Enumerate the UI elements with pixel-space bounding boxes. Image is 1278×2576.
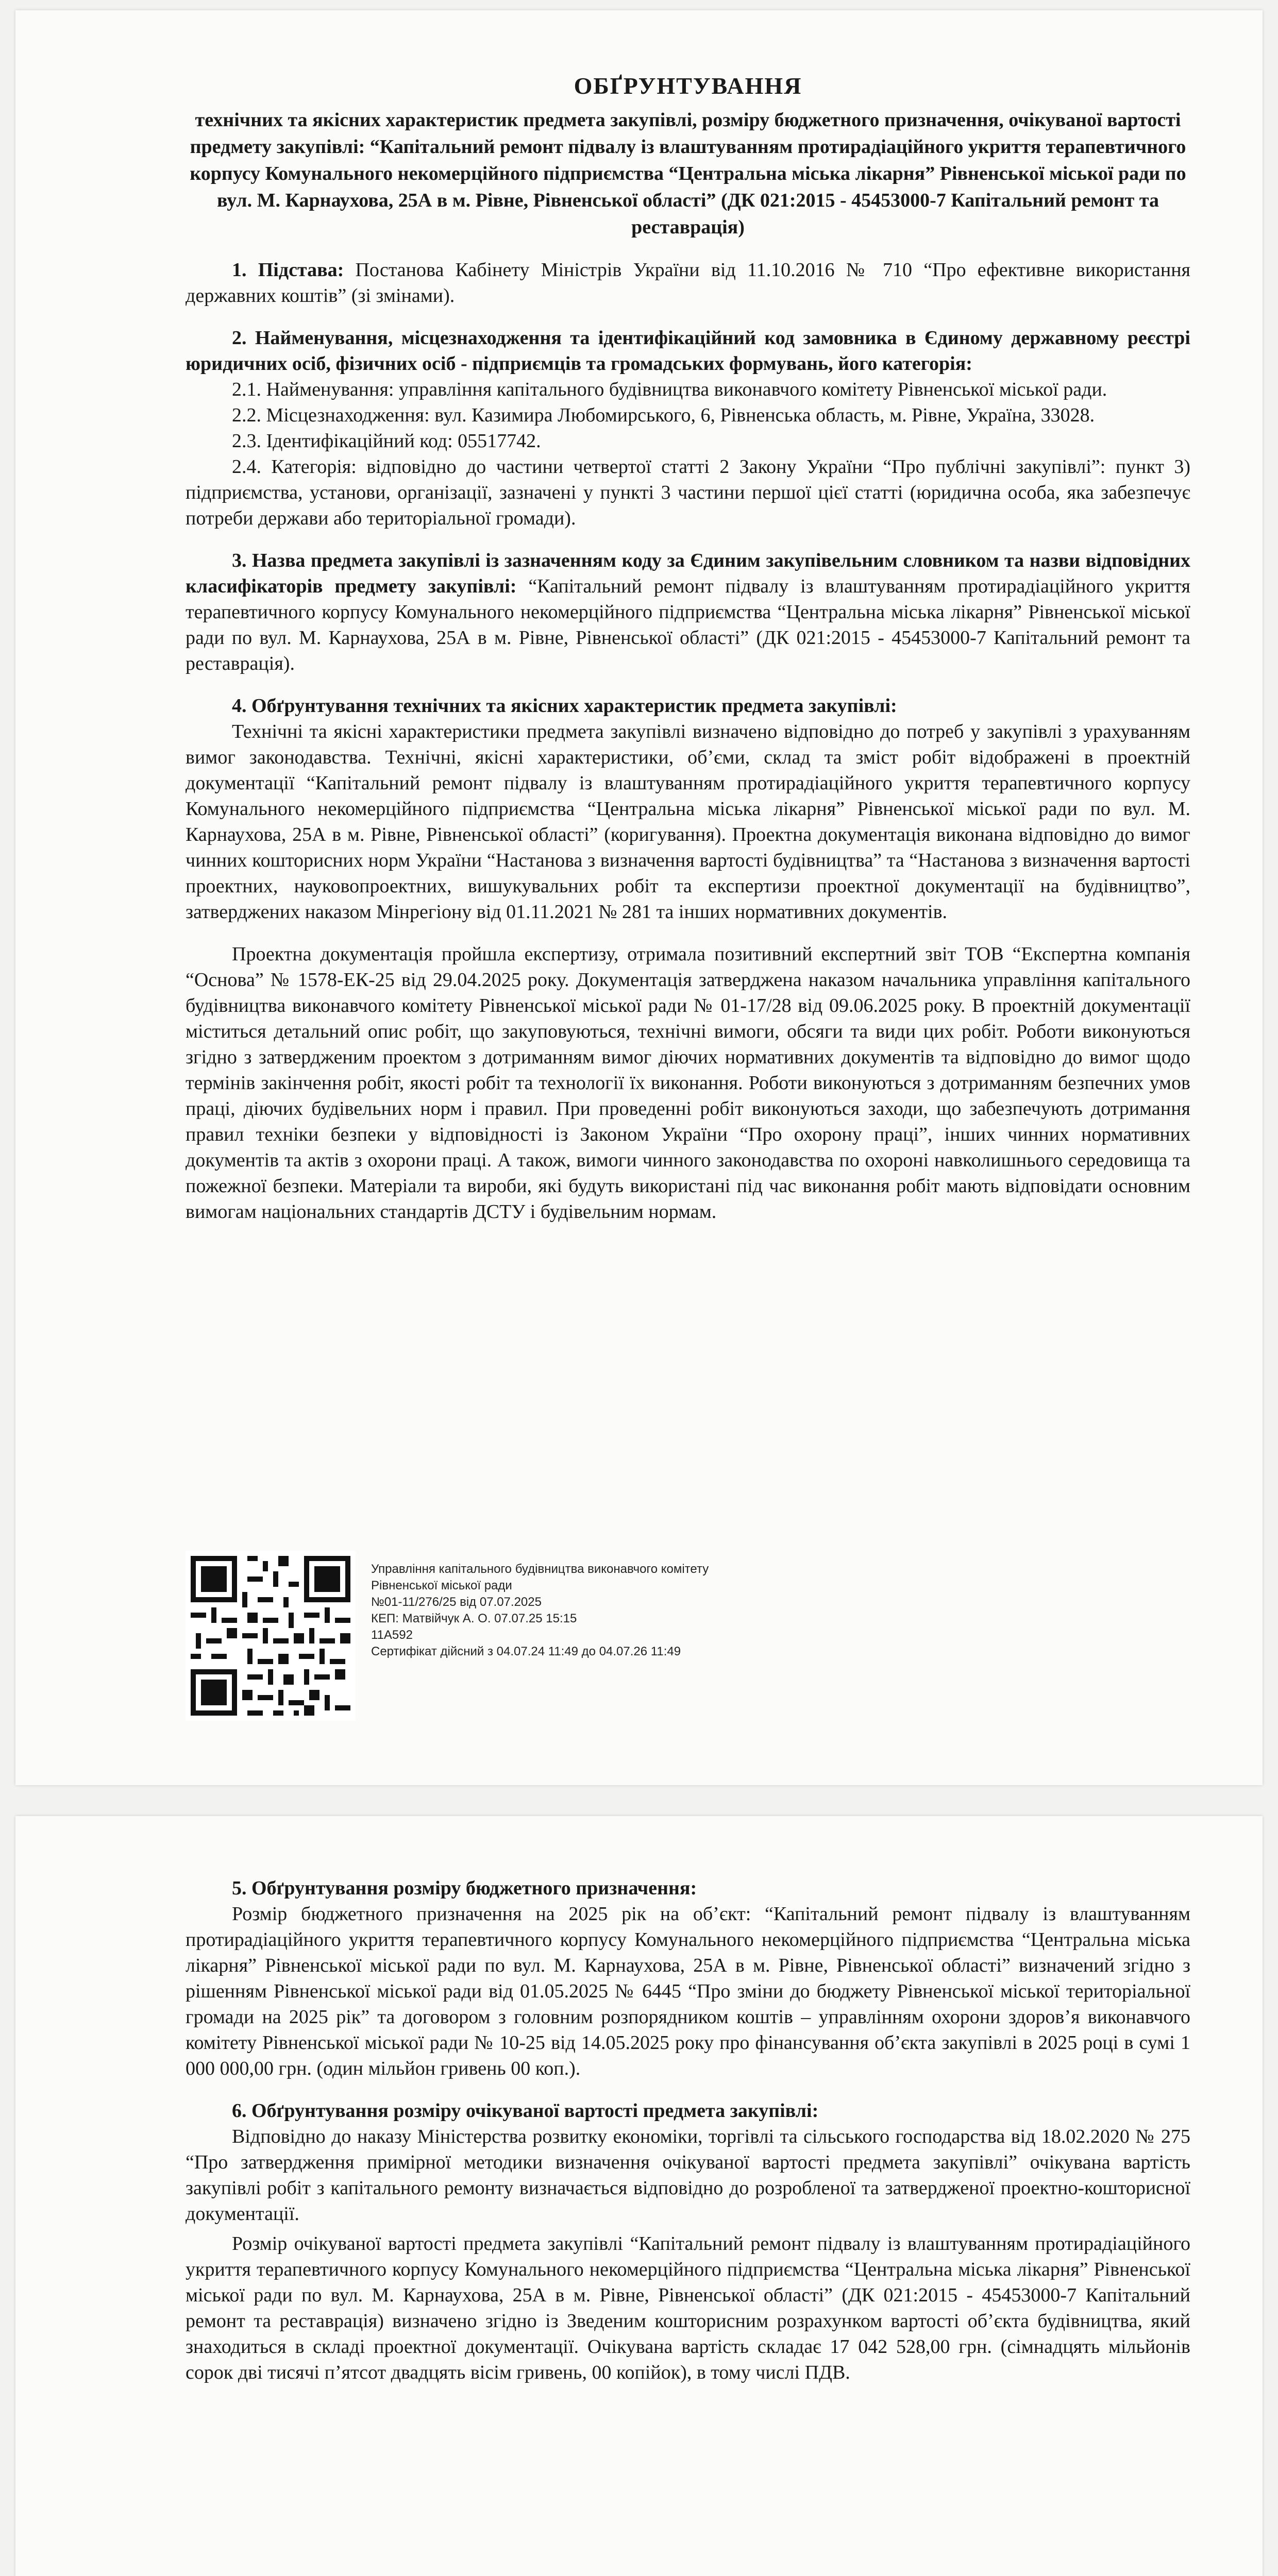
- section-6-paragraph-2: Розмір очікуваної вартості предмета закупівлі “Капітальний ремонт підвалу із влаштуванням протирадіаційного укриття терапевтичного корпусу Комунального некомерційного підприємства “Центральна міська лікарня” Рівненської міської ради по вул. М. Карнаухова, 25А в м. Рівне, Рівненської області” (ДК 021:2015 - 45453000-7 Капітальний ремонт та реставрація) визначено згідно із Зведеним кошторисним розрахунком вартості об’єкта будівництва, який знаходиться в складі проектної документації. Очікувана вартість складає 17 042 528,00 грн. (сімнадцять мільйонів сорок дві тисячі п’ятсот двадцять вісім гривень, 00 копійок), в тому числі ПДВ.: [186, 2233, 1190, 2383]
- section-2-1: 2.1. Найменування: управління капітального будівництва виконавчого комітету Рівненської міської ради.: [232, 379, 1107, 400]
- page-1-content: [186, 72, 1190, 1225]
- section-4-paragraph-1: Технічні та якісні характеристики предмета закупівлі визначено відповідно до потреб у закупівлі з урахуванням вимог законодавства. Технічні, якісні характеристики, об’єми, склад та зміст робіт відображені в проектній документації “Капітальний ремонт підвалу із влаштуванням протирадіаційного укриття терапевтичного корпусу Комунального некомерційного підприємства “Центральна міська лікарня” Рівненської міської ради по вул. М. Карнаухова, 25А в м. Рівне, Рівненської області” (коригування). Проектна документація виконана відповідно до вимог чинних кошторисних норм України “Настанова з визначення вартості будівництва” та “Настанова з визначення вартості проектних, науковопроектних, вишукувальних робіт та експертизи проектної документації на будівництво”, затверджених наказом Мінрегіону від 01.11.2021 № 281 та інших нормативних документів.: [186, 721, 1190, 923]
- section-5-heading: 5. Обґрунтування розміру бюджетного призначення:: [232, 1877, 697, 1899]
- section-2-3: 2.3. Ідентифікаційний код: 05517742.: [232, 430, 541, 452]
- qr-code-icon: [186, 1551, 356, 1721]
- section-6-paragraph-1: Відповідно до наказу Міністерства розвитку економіки, торгівлі та сільського господарства від 18.02.2020 № 275 “Про затвердження примірної методики визначення очікуваної вартості предмета закупівлі” очікувана вартість закупівлі робіт з капітального ремонту визначається відповідно до розробленої та затвердженої проектно-кошторисної документації.: [186, 2126, 1190, 2225]
- stamp-line: Сертифікат дійсний з 04.07.24 11:49 до 04.07.26 11:49: [371, 1645, 681, 1658]
- section-3-label: 3. Назва предмета закупівлі із зазначенням коду за Єдиним закупівельним словником та назви відповідних класифікаторів предмету закупівлі:: [186, 550, 1190, 597]
- document-page-2: [15, 1816, 1263, 2576]
- page-2-content: [186, 1875, 1190, 2385]
- section-2-heading: 2. Найменування, місцезнаходження та ідентифікаційний код замовника в Єдиному державному реєстрі юридичних осіб, фізичних осіб - підприємців та громадських формувань, його категорія:: [186, 327, 1190, 375]
- section-1: [186, 257, 1190, 309]
- section-4-heading: 4. Обґрунтування технічних та якісних характеристик предмета закупівлі:: [232, 695, 897, 717]
- section-2-4: 2.4. Категорія: відповідно до частини четвертої статті 2 Закону України “Про публічні закупівлі”: пункт 3) підприємства, установи, організації, зазначені у пункті 3 частини першої цієї статті (юридична особа, яка забезпечує потреби держави або територіальної громади).: [186, 456, 1190, 529]
- stamp-text: [371, 1561, 709, 1660]
- section-3: [186, 548, 1190, 676]
- stamp-line: 11A592: [371, 1628, 413, 1642]
- stamp-line: Рівненської міської ради: [371, 1579, 512, 1592]
- section-4-paragraph-2: Проектна документація пройшла експертизу, отримала позитивний експертний звіт ТОВ “Експертна компанія “Основа” № 1578-ЕК-25 від 29.04.2025 року. Документація затверджена наказом начальника управління капітального будівництва виконавчого комітету Рівненської міської ради № 01-17/28 від 09.06.2025 року. В проектній документації міститься детальний опис робіт, що закуповуються, технічні вимоги, обсяги та види цих робіт. Роботи виконуються згідно з затвердженим проектом з дотриманням вимог діючих нормативних документів та відповідно до вимог щодо термінів закінчення робіт, якості робіт та технології їх виконання. Роботи виконуються з дотриманням безпечних умов праці, діючих будівельних норм і правил. При проведенні робіт виконуються заходи, що забезпечують дотримання правил техніки безпеки у відповідності із Законом України “Про охорону праці”, інших чинних нормативних документів та актів з охорони праці. А також, вимоги чинного законодавства по охороні навколишнього середовища та пожежної безпеки. Матеріали та вироби, які будуть використані під час виконання робіт мають відповідати основним вимогам національних стандартів ДСТУ і будівельним нормам.: [186, 943, 1190, 1223]
- stamp-line: Управління капітального будівництва виконавчого комітету: [371, 1562, 709, 1576]
- document-page-1: [15, 10, 1263, 1785]
- section-2-2: 2.2. Місцезнаходження: вул. Казимира Любомирського, 6, Рівненська область, м. Рівне, Україна, 33028.: [232, 404, 1095, 426]
- section-3-text: “Капітальний ремонт підвалу із влаштуванням протирадіаційного укриття терапевтичного корпусу Комунального некомерційного підприємства “Центральна міська лікарня” Рівненської міської ради по вул. М. Карнаухова, 25А в м. Рівне, Рівненської області” (ДК 021:2015 - 45453000-7 Капітальний ремонт та реставрація).: [186, 575, 1191, 674]
- stamp-line: №01-11/276/25 від 07.07.2025: [371, 1595, 542, 1609]
- document-subtitle: технічних та якісних характеристик предмета закупівлі, розміру бюджетного призначення, очікуваної вартості предмету закупівлі: “Капітальний ремонт підвалу із влаштуванням протирадіаційного укриття терапевтичного корпусу Комунального некомерційного підприємства “Центральна міська лікарня” Рівненської міської ради по вул. М. Карнаухова, 25А в м. Рівне, Рівненської області” (ДК 021:2015 - 45453000-7 Капітальний ремонт та реставрація): [190, 109, 1186, 238]
- section-6-heading: 6. Обґрунтування розміру очікуваної вартості предмета закупівлі:: [232, 2100, 819, 2122]
- section-1-text: Постанова Кабінету Міністрів України від 11.10.2016 № 710 “Про ефективне використання державних коштів” (зі змінами).: [186, 259, 1191, 307]
- section-5-text: Розмір бюджетного призначення на 2025 рік на об’єкт: “Капітальний ремонт підвалу із влаштуванням протирадіаційного укриття терапевтичного корпусу Комунального некомерційного підприємства “Центральна міська лікарня” Рівненської міської ради по вул. М. Карнаухова, 25А в м. Рівне, Рівненської області” визначений згідно з рішенням Рівненської міської ради від 01.05.2025 № 6445 “Про зміни до бюджету Рівненської міської територіальної громади на 2025 рік” та договором з головним розпорядником коштів – управлінням охорони здоров’я виконавчого комітету Рівненської міської ради № 10-25 від 14.05.2025 року про фінансування об’єкта закупівлі в 2025 році в сумі 1 000 000,00 грн. (один мільйон гривень 00 коп.).: [186, 1903, 1190, 2079]
- stamp-line: КЕП: Матвійчук А. О. 07.07.25 15:15: [371, 1612, 577, 1625]
- section-1-label: 1. Підстава:: [232, 259, 344, 281]
- document-title: ОБҐРУНТУВАННЯ: [574, 73, 802, 99]
- electronic-signature-stamp: [186, 1551, 855, 1721]
